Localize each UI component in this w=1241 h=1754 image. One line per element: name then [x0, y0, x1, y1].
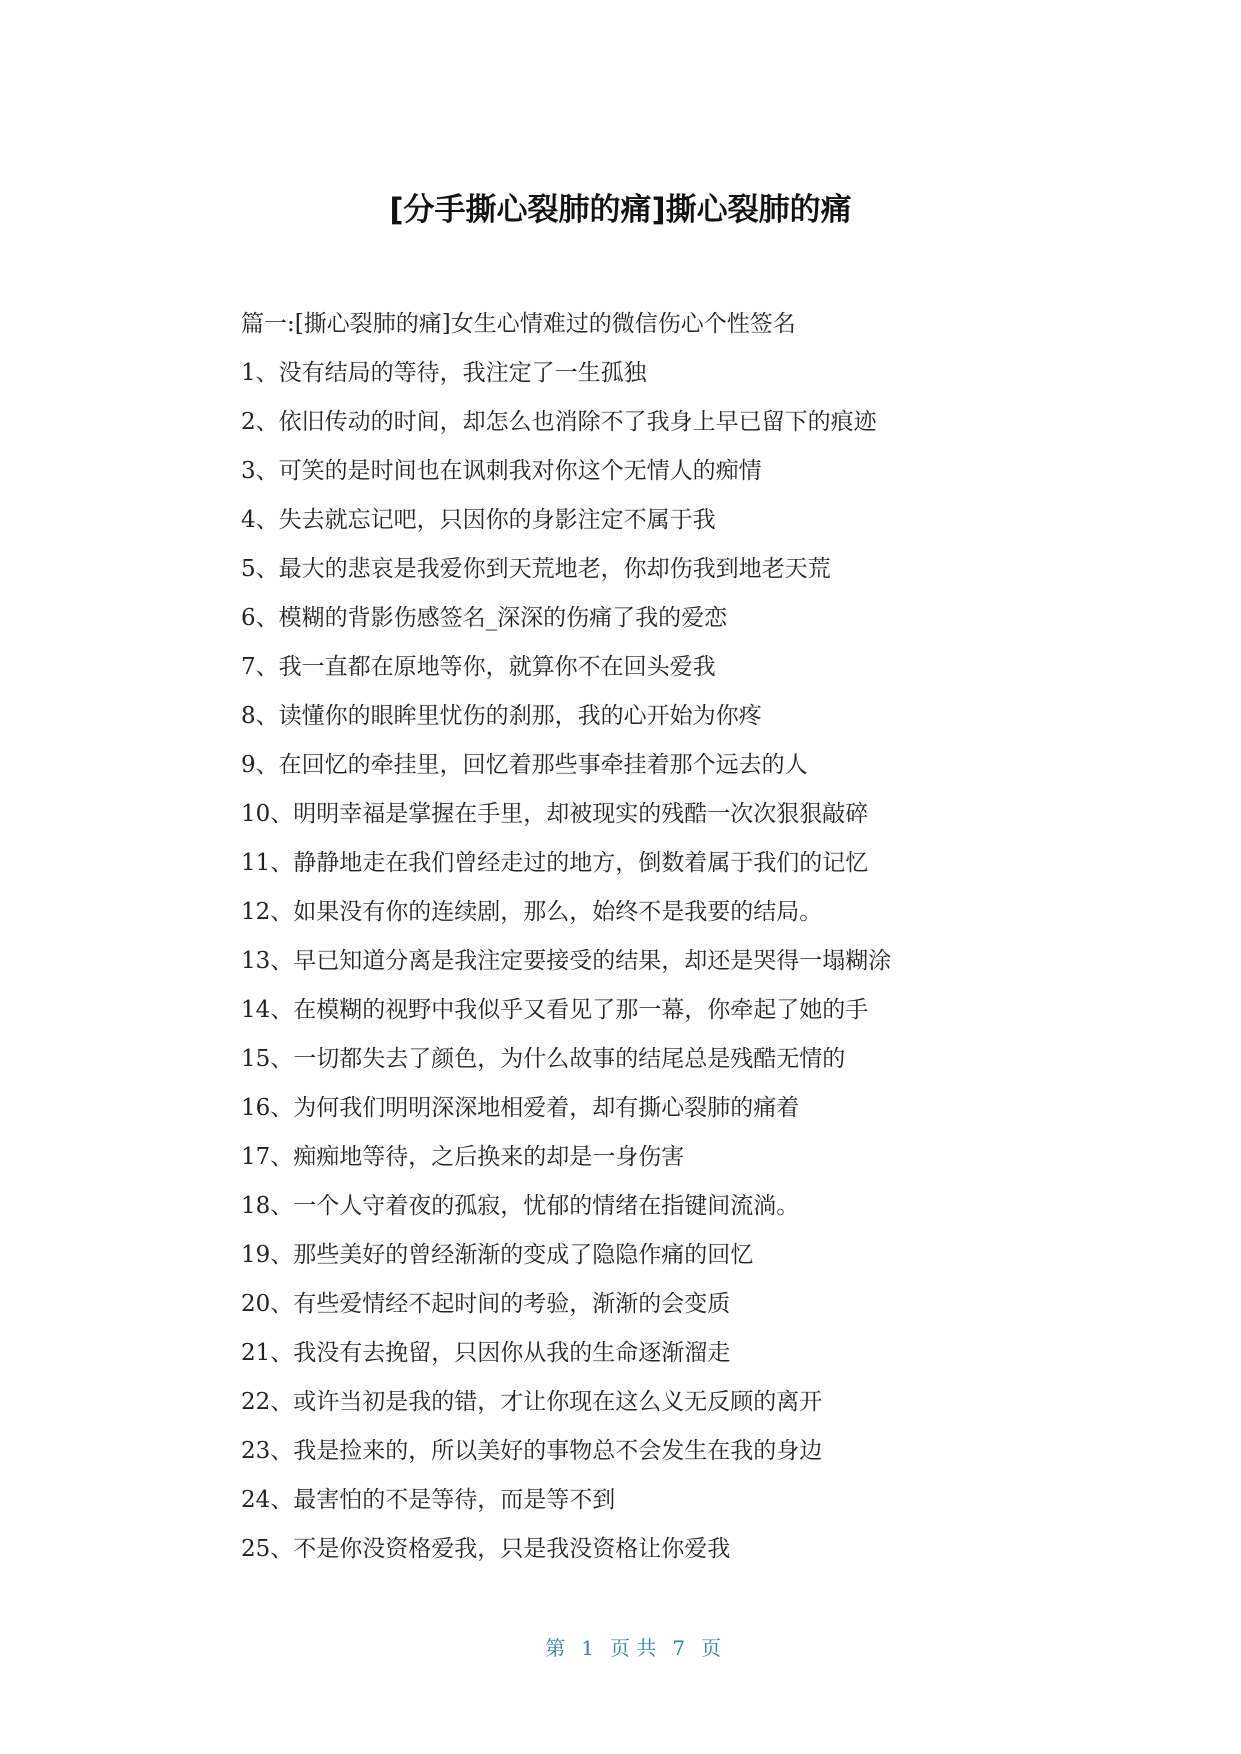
list-item: 10、明明幸福是掌握在手里，却被现实的残酷一次次狠狠敲碎 [241, 801, 869, 827]
signature-list [241, 349, 1041, 1574]
footer-current-page: 1 [581, 1636, 595, 1660]
list-item: 9、在回忆的牵挂里，回忆着那些事牵挂着那个远去的人 [241, 752, 808, 778]
list-item: 18、一个人守着夜的孤寂，忧郁的情绪在指键间流淌。 [241, 1193, 800, 1219]
list-item: 11、静静地走在我们曾经走过的地方，倒数着属于我们的记忆 [241, 850, 869, 876]
list-item: 25、不是你没资格爱我，只是我没资格让你爱我 [241, 1536, 731, 1562]
list-item: 7、我一直都在原地等你，就算你不在回头爱我 [241, 654, 716, 680]
footer-middle: 页 共 [610, 1636, 657, 1660]
list-item: 2、依旧传动的时间，却怎么也消除不了我身上早已留下的痕迹 [241, 409, 877, 435]
list-item: 1、没有结局的等待，我注定了一生孤独 [241, 360, 647, 386]
document-title: [分手撕心裂肺的痛]撕心裂肺的痛 [389, 192, 852, 228]
list-item: 5、最大的悲哀是我爱你到天荒地老，你却伤我到地老天荒 [241, 556, 831, 582]
list-item: 22、或许当初是我的错，才让你现在这么义无反顾的离开 [241, 1389, 823, 1415]
list-item: 21、我没有去挽留，只因你从我的生命逐渐溜走 [241, 1340, 731, 1366]
list-item: 24、最害怕的不是等待，而是等不到 [241, 1487, 616, 1513]
section-heading: 篇一:[撕心裂肺的痛]女生心情难过的微信伤心个性签名 [241, 311, 796, 337]
list-item: 23、我是捡来的，所以美好的事物总不会发生在我的身边 [241, 1438, 823, 1464]
list-item: 15、一切都失去了颜色，为什么故事的结尾总是残酷无情的 [241, 1046, 846, 1072]
list-item: 13、早已知道分离是我注定要接受的结果，却还是哭得一塌糊涂 [241, 948, 892, 974]
footer-prefix: 第 [545, 1636, 566, 1660]
list-item: 14、在模糊的视野中我似乎又看见了那一幕，你牵起了她的手 [241, 997, 869, 1023]
footer-total-pages: 7 [672, 1636, 686, 1660]
list-item: 8、读懂你的眼眸里忧伤的刹那，我的心开始为你疼 [241, 703, 762, 729]
list-item: 20、有些爱情经不起时间的考验，渐渐的会变质 [241, 1291, 731, 1317]
list-item: 17、痴痴地等待，之后换来的却是一身伤害 [241, 1144, 685, 1170]
list-item: 4、失去就忘记吧，只因你的身影注定不属于我 [241, 507, 716, 533]
list-item: 6、模糊的背影伤感签名_深深的伤痛了我的爱恋 [241, 605, 728, 631]
list-item: 12、如果没有你的连续剧，那么，始终不是我要的结局。 [241, 899, 823, 925]
list-item: 19、那些美好的曾经渐渐的变成了隐隐作痛的回忆 [241, 1242, 754, 1268]
page-footer [0, 1606, 1241, 1690]
list-item: 3、可笑的是时间也在讽刺我对你这个无情人的痴情 [241, 458, 762, 484]
footer-suffix: 页 [701, 1636, 722, 1660]
document-body [241, 300, 1041, 1574]
list-item: 16、为何我们明明深深地相爱着，却有撕心裂肺的痛着 [241, 1095, 800, 1121]
